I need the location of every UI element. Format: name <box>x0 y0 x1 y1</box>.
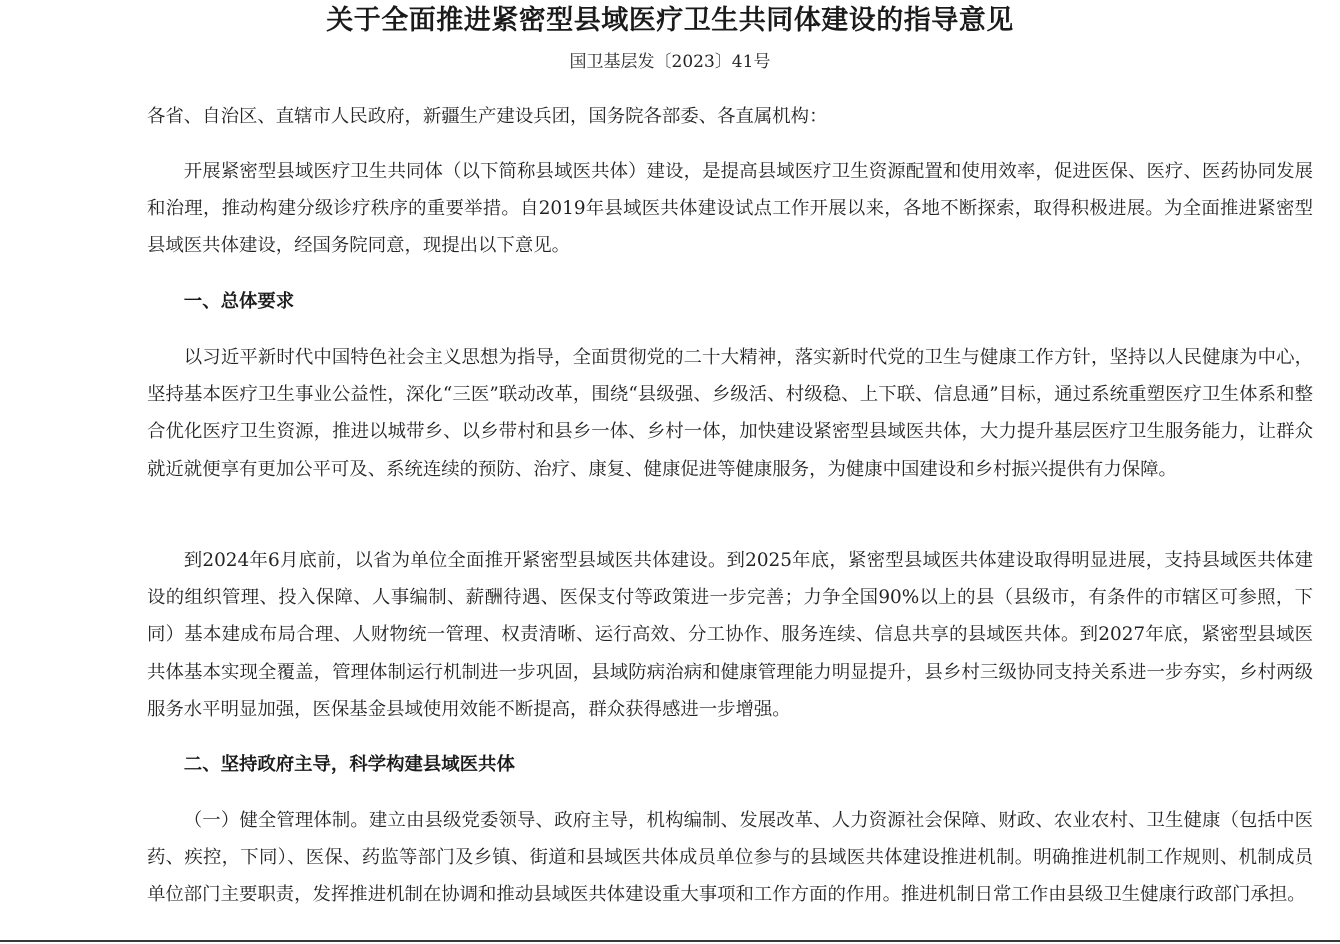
goals-paragraph: 到2024年6月底前，以省为单位全面推开紧密型县域医共体建设。到2025年底，紧密型县域医共体建设取得明显进展，支持县域医共体建设的组织管理、投入保障、人事编制、薪酬待遇、医保支付等政策进一步完善；力争全国90%以上的县（县级市，有条件的市辖区可参照，下同）基本建成布局合理、人财物统一管理、权责清晰、运行高效、分工协作、服务连续、信息共享的县域医共体。到2027年底，紧密型县域医共体基本实现全覆盖，管理体制运行机制进一步巩固，县域防病治病和健康管理能力明显提升，县乡村三级协同支持关系进一步夯实，乡村两级服务水平明显加强，医保基金县域使用效能不断提高，群众获得感进一步增强。 <box>147 550 1313 720</box>
document-number: 国卫基层发〔2023〕41号 <box>569 52 771 72</box>
intro-paragraph: 开展紧密型县域医疗卫生共同体（以下简称县域医共体）建设，是提高县域医疗卫生资源配置和使用效率，促进医保、医疗、医药协同发展和治理，推动构建分级诊疗秩序的重要举措。自2019年县域医共体建设试点工作开展以来，各地不断探索，取得积极进展。为全面推进紧密型县域医共体建设，经国务院同意，现提出以下意见。 <box>147 161 1313 257</box>
management-system-paragraph: （一）健全管理体制。建立由县级党委领导、政府主导，机构编制、发展改革、人力资源社会保障、财政、农业农村、卫生健康（包括中医药、疾控，下同）、医保、药监等部门及乡镇、街道和县域医共体成员单位参与的县域医共体建设推进机制。明确推进机制工作规则、机制成员单位部门主要职责，发挥推进机制在协调和推动县域医共体建设重大事项和工作方面的作用。推进机制日常工作由县级卫生健康行政部门承担。 <box>147 810 1313 906</box>
section-heading-general-requirements: 一、总体要求 <box>183 291 295 312</box>
section-heading-government-leading: 二、坚持政府主导，科学构建县域医共体 <box>183 754 515 775</box>
bottom-divider <box>0 940 1340 942</box>
general-requirements-paragraph: 以习近平新时代中国特色社会主义思想为指导，全面贯彻党的二十大精神，落实新时代党的卫生与健康工作方针，坚持以人民健康为中心，坚持基本医疗卫生事业公益性，深化“三医”联动改革，围绕“县级强、乡级活、村级稳、上下联、信息通”目标，通过系统重塑医疗卫生体系和整合优化医疗卫生资源，推进以城带乡、以乡带村和县乡一体、乡村一体，加快建设紧密型县域医共体，大力提升基层医疗卫生服务能力，让群众就近就便享有更加公平可及、系统连续的预防、治疗、康复、健康促进等健康服务，为健康中国建设和乡村振兴提供有力保障。 <box>147 347 1313 480</box>
salutation: 各省、自治区、直辖市人民政府，新疆生产建设兵团，国务院各部委、各直属机构： <box>147 106 828 127</box>
document-title: 关于全面推进紧密型县域医疗卫生共同体建设的指导意见 <box>326 5 1014 36</box>
